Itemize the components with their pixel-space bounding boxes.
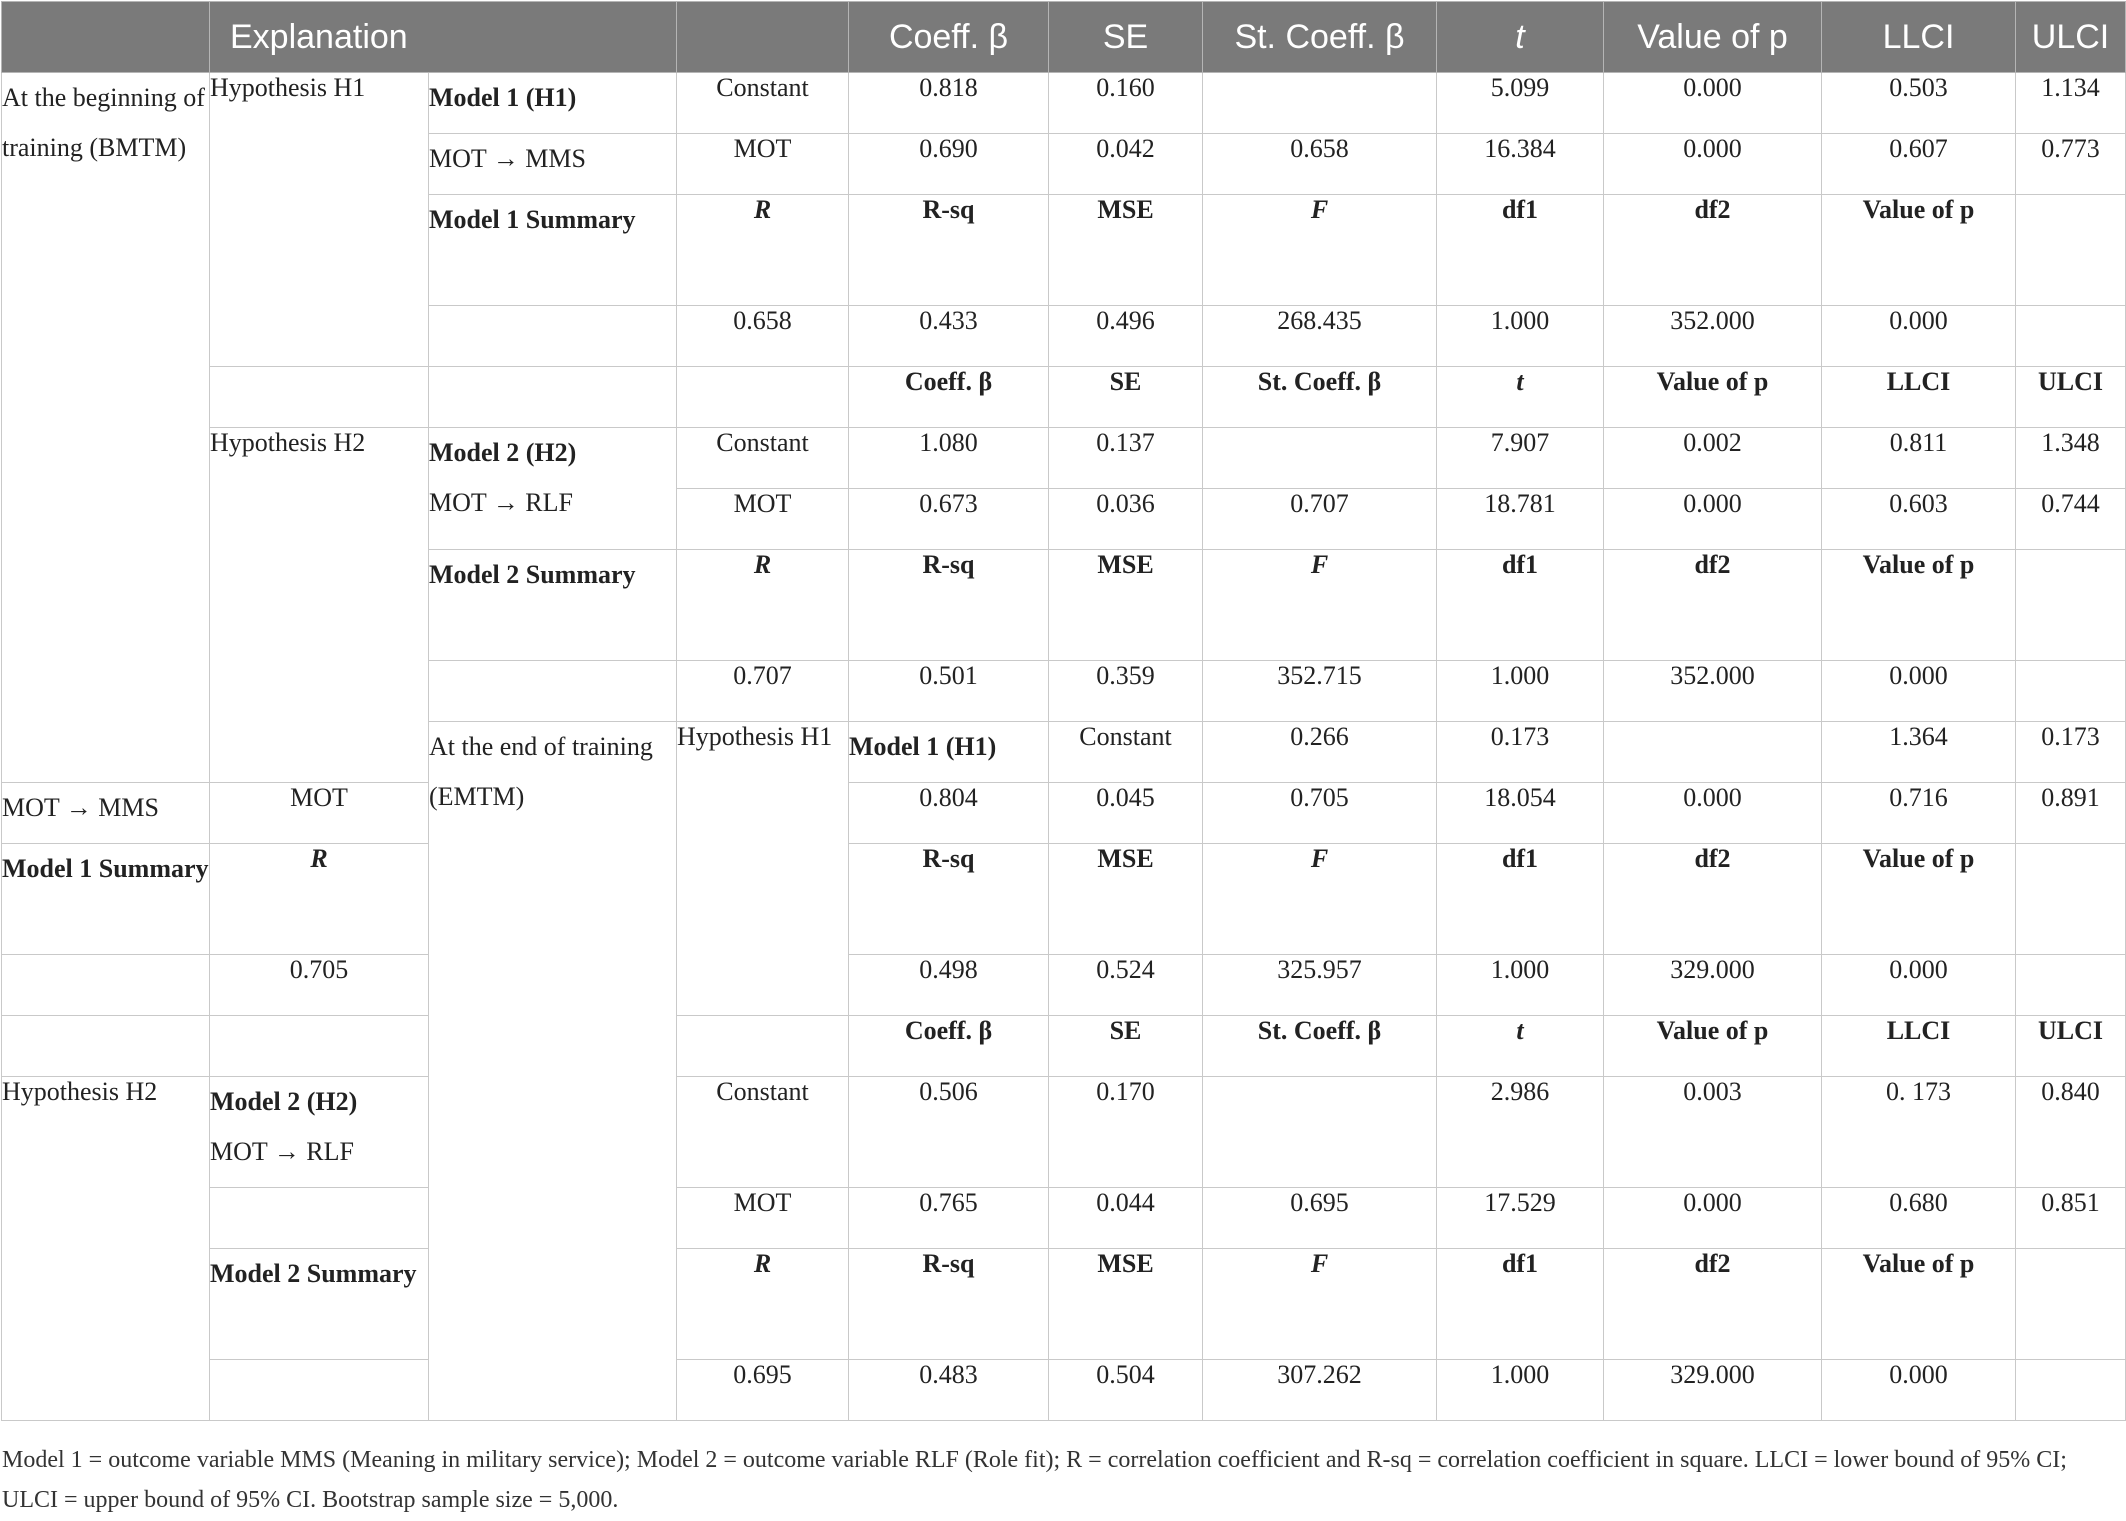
summary-df2: 329.000 bbox=[1604, 955, 1822, 1016]
term-cell: MOT bbox=[677, 1188, 849, 1249]
ulci-cell: 0.891 bbox=[2016, 783, 2126, 844]
empty-cell bbox=[2016, 1249, 2126, 1360]
t-cell: 2.986 bbox=[1437, 1077, 1604, 1188]
summary-rsq: 0.498 bbox=[849, 955, 1049, 1016]
subheader-row bbox=[2, 367, 2126, 428]
header-llci: LLCI bbox=[1822, 2, 2016, 73]
summary-mse-label: MSE bbox=[1049, 550, 1203, 661]
summary-df1: 1.000 bbox=[1437, 1360, 1604, 1421]
se-cell: 0.044 bbox=[1049, 1188, 1203, 1249]
summary-df1-label: df1 bbox=[1437, 550, 1604, 661]
empty-cell bbox=[210, 1016, 429, 1077]
summary-f: 352.715 bbox=[1203, 661, 1437, 722]
header-row bbox=[2, 2, 2126, 73]
model-label: Model 1 (H1) bbox=[849, 722, 1049, 783]
summary-p: 0.000 bbox=[1822, 955, 2016, 1016]
empty-cell bbox=[2016, 195, 2126, 306]
summary-df2-label: df2 bbox=[1604, 195, 1822, 306]
summary-f: 268.435 bbox=[1203, 306, 1437, 367]
summary-f: 325.957 bbox=[1203, 955, 1437, 1016]
header-coeff: Coeff. β bbox=[849, 2, 1049, 73]
term-cell: Constant bbox=[1049, 722, 1203, 783]
t-cell: 5.099 bbox=[1437, 73, 1604, 134]
summary-df1-label: df1 bbox=[1437, 1249, 1604, 1360]
coeff-cell: 0.266 bbox=[1203, 722, 1437, 783]
llci-cell: 0.603 bbox=[1822, 489, 2016, 550]
path-label: MOT → MMS bbox=[2, 783, 210, 844]
summary-r-label: R bbox=[210, 844, 429, 955]
summary-rsq-label: R-sq bbox=[849, 1249, 1049, 1360]
ulci-cell: 1.134 bbox=[2016, 73, 2126, 134]
summary-p-label: Value of p bbox=[1822, 550, 2016, 661]
summary-r-label: R bbox=[677, 550, 849, 661]
summary-mse: 0.359 bbox=[1049, 661, 1203, 722]
p-cell: 0.173 bbox=[2016, 722, 2126, 783]
summary-df2-label: df2 bbox=[1604, 550, 1822, 661]
summary-df1-label: df1 bbox=[1437, 844, 1604, 955]
se-cell: 0.045 bbox=[1049, 783, 1203, 844]
empty-cell bbox=[677, 367, 849, 428]
path-label: MOT → RLF bbox=[210, 1137, 354, 1166]
term-cell: MOT bbox=[210, 783, 429, 844]
summary-label: Model 2 Summary bbox=[429, 550, 677, 661]
model-label: Model 2 (H2) bbox=[429, 438, 577, 467]
ulci-cell: 0.773 bbox=[2016, 134, 2126, 195]
subheader-se: SE bbox=[1049, 1016, 1203, 1077]
summary-p: 0.000 bbox=[1822, 1360, 2016, 1421]
summary-df2-label: df2 bbox=[1604, 1249, 1822, 1360]
empty-cell bbox=[2, 955, 210, 1016]
t-cell: 17.529 bbox=[1437, 1188, 1604, 1249]
llci-cell: 0.680 bbox=[1822, 1188, 2016, 1249]
summary-r-label: R bbox=[677, 1249, 849, 1360]
coeff-cell: 0.765 bbox=[849, 1188, 1049, 1249]
ulci-cell: 0.840 bbox=[2016, 1077, 2126, 1188]
summary-df2-label: df2 bbox=[1604, 844, 1822, 955]
subheader-t: t bbox=[1437, 1016, 1604, 1077]
header-p: Value of p bbox=[1604, 2, 1822, 73]
subheader-row bbox=[2, 1016, 2126, 1077]
st-coeff-cell bbox=[1203, 73, 1437, 134]
summary-r: 0.658 bbox=[677, 306, 849, 367]
summary-r: 0.705 bbox=[210, 955, 429, 1016]
p-cell: 0.000 bbox=[1604, 1188, 1822, 1249]
st-coeff-cell bbox=[1203, 428, 1437, 489]
p-cell: 0.000 bbox=[1604, 134, 1822, 195]
empty-cell bbox=[677, 1016, 849, 1077]
summary-values-row bbox=[2, 955, 2126, 1016]
period-label-emtm: At the end of training (EMTM) bbox=[429, 722, 677, 1421]
summary-rsq-label: R-sq bbox=[849, 550, 1049, 661]
model-label: Model 2 (H2) bbox=[210, 1087, 358, 1116]
summary-p-label: Value of p bbox=[1822, 1249, 2016, 1360]
llci-cell: 0.811 bbox=[1822, 428, 2016, 489]
summary-p: 0.000 bbox=[1822, 306, 2016, 367]
summary-df1: 1.000 bbox=[1437, 306, 1604, 367]
term-cell: MOT bbox=[677, 489, 849, 550]
model-label: Model 1 (H1) bbox=[429, 73, 677, 134]
t-cell: 18.781 bbox=[1437, 489, 1604, 550]
summary-rsq: 0.433 bbox=[849, 306, 1049, 367]
empty-cell bbox=[2016, 306, 2126, 367]
llci-cell: 0.607 bbox=[1822, 134, 2016, 195]
summary-df1: 1.000 bbox=[1437, 955, 1604, 1016]
p-cell: 0.000 bbox=[1604, 783, 1822, 844]
summary-mse: 0.524 bbox=[1049, 955, 1203, 1016]
st-coeff-cell: 0.695 bbox=[1203, 1188, 1437, 1249]
term-cell: Constant bbox=[677, 428, 849, 489]
term-cell: Constant bbox=[677, 73, 849, 134]
subheader-t: t bbox=[1437, 367, 1604, 428]
term-cell: MOT bbox=[677, 134, 849, 195]
subheader-st-coeff: St. Coeff. β bbox=[1203, 367, 1437, 428]
st-coeff-cell: 0.658 bbox=[1203, 134, 1437, 195]
table-row bbox=[2, 783, 2126, 844]
empty-cell bbox=[2016, 661, 2126, 722]
summary-f-label: F bbox=[1203, 1249, 1437, 1360]
ulci-cell: 1.348 bbox=[2016, 428, 2126, 489]
path-label: MOT → RLF bbox=[429, 488, 573, 517]
summary-label: Model 2 Summary bbox=[210, 1249, 429, 1360]
summary-label: Model 1 Summary bbox=[429, 195, 677, 306]
st-coeff-cell: 0.707 bbox=[1203, 489, 1437, 550]
summary-df2: 352.000 bbox=[1604, 306, 1822, 367]
empty-cell bbox=[210, 367, 429, 428]
summary-rsq: 0.483 bbox=[849, 1360, 1049, 1421]
summary-r: 0.707 bbox=[677, 661, 849, 722]
header-t bbox=[1437, 2, 1604, 73]
summary-f-label: F bbox=[1203, 550, 1437, 661]
st-coeff-cell bbox=[1203, 1077, 1437, 1188]
summary-df2: 352.000 bbox=[1604, 661, 1822, 722]
summary-df1: 1.000 bbox=[1437, 661, 1604, 722]
header-term-blank bbox=[677, 2, 849, 73]
coeff-cell: 1.080 bbox=[849, 428, 1049, 489]
summary-p-label: Value of p bbox=[1822, 844, 2016, 955]
regression-results-table bbox=[1, 1, 2126, 1421]
se-cell: 0.160 bbox=[1049, 73, 1203, 134]
llci-cell: 0. 173 bbox=[1822, 1077, 2016, 1188]
coeff-cell: 0.818 bbox=[849, 73, 1049, 134]
summary-mse: 0.504 bbox=[1049, 1360, 1203, 1421]
summary-r: 0.695 bbox=[677, 1360, 849, 1421]
path-label: MOT → MMS bbox=[429, 134, 677, 195]
subheader-llci: LLCI bbox=[1822, 1016, 2016, 1077]
se-cell: 0.137 bbox=[1049, 428, 1203, 489]
empty-cell bbox=[429, 306, 677, 367]
st-coeff-cell: 0.705 bbox=[1203, 783, 1437, 844]
summary-f-label: F bbox=[1203, 195, 1437, 306]
empty-cell bbox=[2, 1016, 210, 1077]
summary-rsq: 0.501 bbox=[849, 661, 1049, 722]
summary-mse-label: MSE bbox=[1049, 195, 1203, 306]
p-cell: 0.003 bbox=[1604, 1077, 1822, 1188]
hypothesis-label: Hypothesis H1 bbox=[677, 722, 849, 1016]
subheader-p: Value of p bbox=[1604, 367, 1822, 428]
summary-label: Model 1 Summary bbox=[2, 844, 210, 955]
subheader-p: Value of p bbox=[1604, 1016, 1822, 1077]
empty-cell bbox=[2016, 1360, 2126, 1421]
header-blank bbox=[2, 2, 210, 73]
summary-values-row bbox=[2, 1360, 2126, 1421]
t-cell: 7.907 bbox=[1437, 428, 1604, 489]
subheader-ulci: ULCI bbox=[2016, 1016, 2126, 1077]
empty-cell bbox=[429, 661, 677, 722]
summary-header-row bbox=[2, 844, 2126, 955]
ulci-cell: 0.744 bbox=[2016, 489, 2126, 550]
subheader-st-coeff: St. Coeff. β bbox=[1203, 1016, 1437, 1077]
subheader-coeff: Coeff. β bbox=[849, 1016, 1049, 1077]
hypothesis-label: Hypothesis H1 bbox=[210, 73, 429, 367]
subheader-se: SE bbox=[1049, 367, 1203, 428]
summary-f: 307.262 bbox=[1203, 1360, 1437, 1421]
ulci-cell: 0.851 bbox=[2016, 1188, 2126, 1249]
empty-cell bbox=[210, 1360, 429, 1421]
header-explanation: Explanation bbox=[210, 2, 677, 73]
empty-cell bbox=[2016, 844, 2126, 955]
header-ulci: ULCI bbox=[2016, 2, 2126, 73]
empty-cell bbox=[210, 1188, 429, 1249]
se-cell: 0.036 bbox=[1049, 489, 1203, 550]
table-row bbox=[2, 1077, 2126, 1188]
model-path-cell bbox=[429, 428, 677, 550]
summary-rsq-label: R-sq bbox=[849, 195, 1049, 306]
hypothesis-label: Hypothesis H2 bbox=[210, 428, 429, 783]
summary-df2: 329.000 bbox=[1604, 1360, 1822, 1421]
coeff-cell: 0.506 bbox=[849, 1077, 1049, 1188]
table-row bbox=[2, 428, 2126, 489]
header-st-coeff: St. Coeff. β bbox=[1203, 2, 1437, 73]
empty-cell bbox=[2016, 550, 2126, 661]
llci-cell: 0.503 bbox=[1822, 73, 2016, 134]
header-t-text: t bbox=[1515, 17, 1525, 56]
coeff-cell: 0.673 bbox=[849, 489, 1049, 550]
hypothesis-label: Hypothesis H2 bbox=[2, 1077, 210, 1421]
header-se: SE bbox=[1049, 2, 1203, 73]
empty-cell bbox=[2016, 955, 2126, 1016]
subheader-coeff: Coeff. β bbox=[849, 367, 1049, 428]
p-cell: 0.002 bbox=[1604, 428, 1822, 489]
summary-header-row bbox=[2, 1249, 2126, 1360]
summary-p: 0.000 bbox=[1822, 661, 2016, 722]
summary-rsq-label: R-sq bbox=[849, 844, 1049, 955]
subheader-ulci: ULCI bbox=[2016, 367, 2126, 428]
summary-f-label: F bbox=[1203, 844, 1437, 955]
t-cell: 16.384 bbox=[1437, 134, 1604, 195]
t-cell: 1.364 bbox=[1822, 722, 2016, 783]
p-cell: 0.000 bbox=[1604, 489, 1822, 550]
term-cell: Constant bbox=[677, 1077, 849, 1188]
summary-p-label: Value of p bbox=[1822, 195, 2016, 306]
coeff-cell: 0.690 bbox=[849, 134, 1049, 195]
model-path-cell bbox=[210, 1077, 429, 1188]
se-cell: 0.170 bbox=[1049, 1077, 1203, 1188]
se-cell: 0.173 bbox=[1437, 722, 1604, 783]
st-coeff-cell bbox=[1604, 722, 1822, 783]
p-cell: 0.000 bbox=[1604, 73, 1822, 134]
subheader-llci: LLCI bbox=[1822, 367, 2016, 428]
table-footnote: Model 1 = outcome variable MMS (Meaning in military service); Model 2 = outcome variable RLF (Role fit); R = correlation coefficient and R-sq = correlation coefficient in square. LLCI = lower bound of 95% CI; ULCI = upper bound of 95% CI. Bootstrap sample size = 5,000. bbox=[2, 1447, 2067, 1513]
summary-mse-label: MSE bbox=[1049, 844, 1203, 955]
llci-cell: 0.716 bbox=[1822, 783, 2016, 844]
table-row bbox=[2, 1188, 2126, 1249]
se-cell: 0.042 bbox=[1049, 134, 1203, 195]
coeff-cell: 0.804 bbox=[849, 783, 1049, 844]
table-row bbox=[2, 73, 2126, 134]
t-cell: 18.054 bbox=[1437, 783, 1604, 844]
summary-mse: 0.496 bbox=[1049, 306, 1203, 367]
summary-df1-label: df1 bbox=[1437, 195, 1604, 306]
empty-cell bbox=[429, 367, 677, 428]
summary-mse-label: MSE bbox=[1049, 1249, 1203, 1360]
period-label-bmtm: At the beginning of training (BMTM) bbox=[2, 73, 210, 783]
summary-r-label: R bbox=[677, 195, 849, 306]
